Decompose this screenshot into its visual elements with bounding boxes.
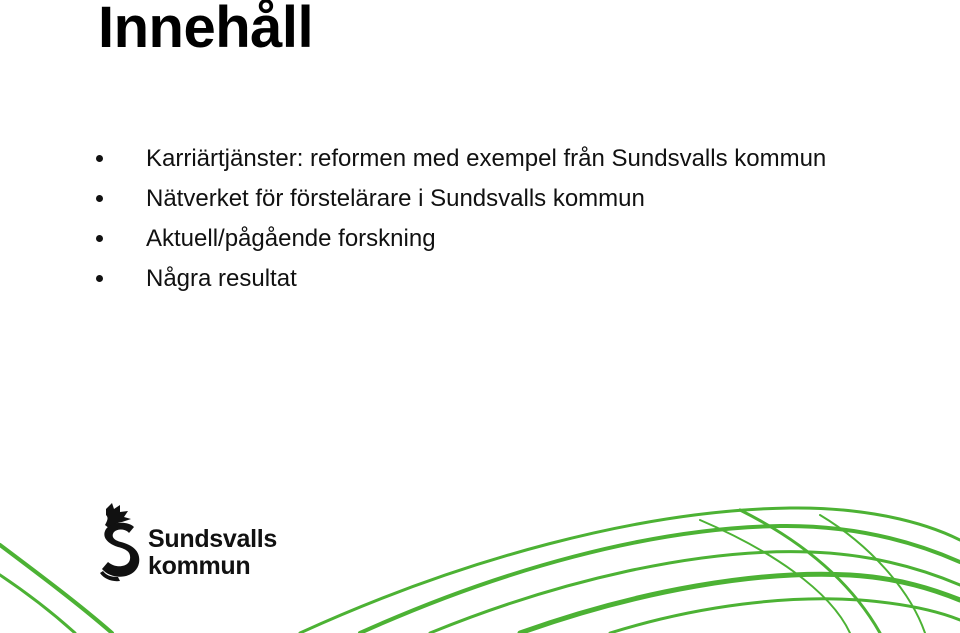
bullet-item bbox=[96, 223, 836, 255]
bullet-icon bbox=[96, 275, 103, 282]
bullet-icon bbox=[96, 155, 103, 162]
bullet-list bbox=[96, 143, 836, 303]
bullet-icon bbox=[96, 195, 103, 202]
bullet-item bbox=[96, 183, 836, 215]
logo-text-line1: Sundsvalls bbox=[148, 525, 277, 553]
bullet-text: Aktuell/pågående forskning bbox=[146, 225, 436, 252]
sundsvalls-kommun-logo bbox=[98, 503, 298, 583]
sundsvall-dragon-s-icon bbox=[98, 503, 144, 583]
bullet-text: Några resultat bbox=[146, 265, 297, 292]
bullet-text: Nätverket för förstelärare i Sundsvalls kommun bbox=[146, 185, 645, 212]
bullet-text: Karriärtjänster: reformen med exempel från Sundsvalls kommun bbox=[146, 145, 827, 172]
bullet-item bbox=[96, 263, 836, 295]
slide-title: Innehåll bbox=[98, 0, 314, 60]
bullet-item bbox=[96, 143, 836, 175]
bullet-icon bbox=[96, 235, 103, 242]
logo-text-line2: kommun bbox=[148, 552, 251, 580]
